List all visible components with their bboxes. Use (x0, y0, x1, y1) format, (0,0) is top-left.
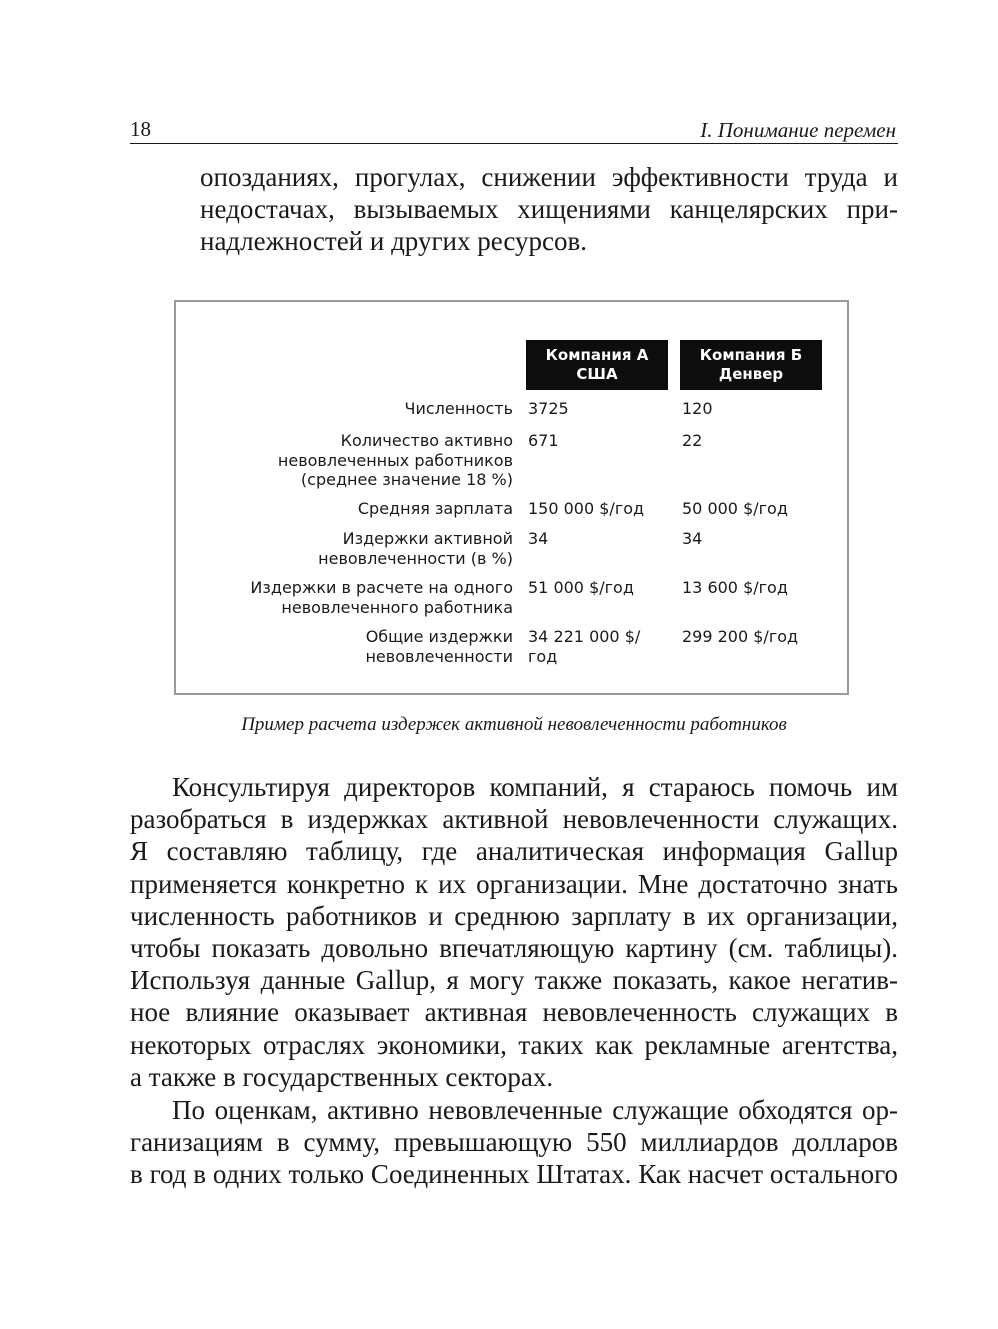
row-label: Количество активно невовлеченных работников (среднее значение 18 %) (277, 431, 513, 489)
text-line: численность работников и среднюю зарплату в их организации, (130, 900, 898, 931)
running-title: I. Понимание перемен (700, 118, 896, 142)
table-caption: Пример расчета издержек активной невовлеченности работников (241, 714, 787, 735)
page-number: 18 (130, 117, 151, 141)
row-label: Численность (404, 399, 513, 418)
value-company-a: 3725 (528, 399, 569, 418)
text-line: применяется конкретно к их организации. Мне достаточно знать (130, 868, 898, 899)
paragraph-continuation (200, 161, 898, 258)
value-company-b: 13 600 $/год (682, 578, 788, 597)
text-line: а также в государственных секторах. (130, 1061, 554, 1092)
text-line: опозданиях, прогулах, снижении эффективности труда и (200, 162, 898, 192)
text-line: По оценкам, активно невовлеченные служащие обходятся ор- (172, 1095, 898, 1125)
running-header (130, 117, 898, 144)
text-line: Я составляю таблицу, где аналитическая информация Gallup (130, 836, 898, 867)
value-company-a: 51 000 $/год (528, 578, 634, 597)
text-line: надлежностей и других ресурсов. (200, 226, 587, 257)
value-company-b: 50 000 $/год (682, 499, 788, 518)
column-header-company-a: Компания А США (526, 340, 668, 390)
row-label: Общие издержки невовлеченности (365, 627, 513, 666)
cost-table (174, 300, 849, 695)
text-line: ное влияние оказывает активная невовлеченность служащих в (130, 997, 898, 1028)
paragraph (130, 771, 898, 1093)
text-line: некоторых отраслях экономики, таких как рекламные агентства, (130, 1029, 898, 1060)
text-line: в год в одних только Соединенных Штатах. Как насчет остального (130, 1159, 898, 1190)
text-line: Консультируя директоров компаний, я стараюсь помочь им (172, 772, 898, 802)
value-company-a: 671 (528, 431, 559, 450)
text-line: чтобы показать довольно впечатляющую картину (см. таблицы). (130, 932, 898, 963)
text-line: Используя данные Gallup, я могу также показать, какое негатив- (130, 965, 898, 996)
value-company-a: 34 221 000 $/ год (528, 627, 641, 666)
value-company-b: 120 (682, 399, 713, 418)
column-header-company-b: Компания Б Денвер (680, 340, 822, 390)
value-company-a: 34 (528, 529, 549, 548)
text-line: недостачах, вызываемых хищениями канцелярских при- (200, 194, 898, 225)
paragraph (130, 1094, 898, 1191)
row-label: Издержки активной невовлеченности (в %) (318, 529, 513, 568)
value-company-a: 150 000 $/год (528, 499, 645, 518)
value-company-b: 34 (682, 529, 703, 548)
row-label: Издержки в расчете на одного невовлеченного работника (250, 578, 513, 617)
text-line: разобраться в издержках активной невовлеченности служащих. (130, 804, 898, 835)
text-line: ганизациям в сумму, превышающую 550 миллиардов долларов (130, 1127, 898, 1158)
row-label: Средняя зарплата (357, 499, 513, 518)
value-company-b: 299 200 $/год (682, 627, 799, 646)
value-company-b: 22 (682, 431, 703, 450)
